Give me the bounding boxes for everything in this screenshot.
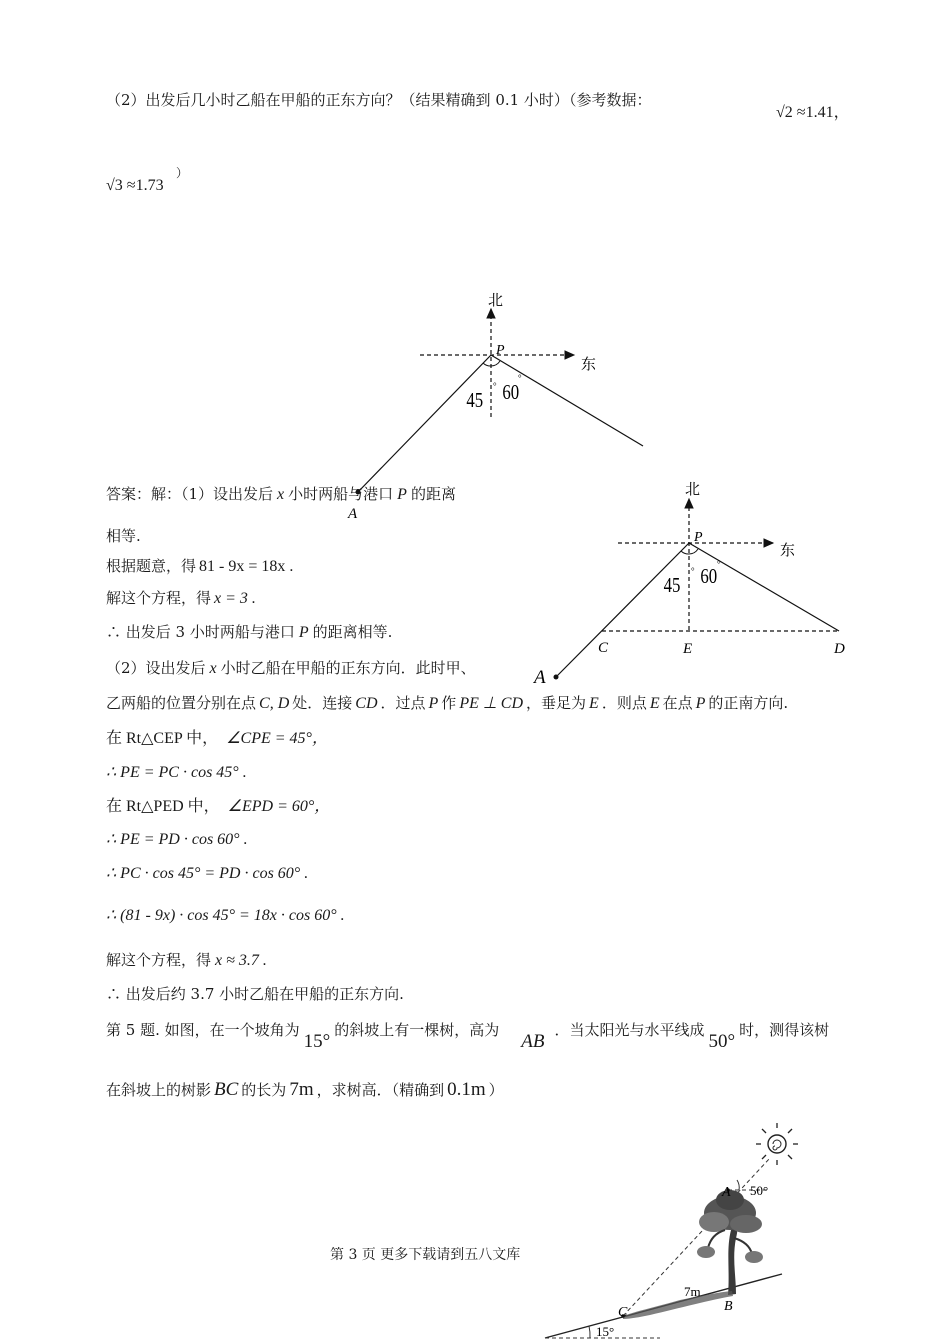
answer-line-3: 根据题意，得 81 - 9x = 18x . [106, 557, 294, 575]
label-north: 北 [488, 293, 504, 309]
answer-line-1: 答案：解：（1）设出发后 x 小时两船与港口 P 的距离 [106, 485, 456, 503]
page-footer: 第 3 页 更多下载请到五八文库 [330, 1247, 521, 1263]
point-a [554, 675, 559, 680]
label-e: E [683, 641, 693, 657]
label-a: A [722, 1185, 731, 1200]
label-length: 7m [684, 1284, 701, 1299]
label-east: 东 [581, 357, 597, 373]
angle-arc-45 [483, 363, 491, 366]
question-5-line-1: 第 5 题. 如图，在一个坡角为15°的斜坡上有一棵树，高为AB．当太阳光与水平线成50°时，测得该树 [106, 1021, 830, 1052]
line-pa [556, 543, 689, 677]
label-angle-45: 45 [663, 574, 681, 598]
label-north: 北 [685, 482, 701, 498]
label-c: C [598, 640, 609, 656]
question-5-line-2: 在斜坡上的树影 BC 的长为 7m ，求树高．（精确到 0.1m ） [106, 1079, 504, 1100]
tree-icon [697, 1190, 763, 1295]
label-c: C [618, 1305, 628, 1320]
sqrt2-reference: √2 ≈1.41， [776, 104, 850, 121]
label-b: B [724, 1299, 733, 1314]
answer-line-5: ∴ 出发后 3 小时两船与港口 P 的距离相等. [106, 623, 393, 641]
answer-line-4: 解这个方程，得 x = 3 . [106, 589, 256, 607]
deg-45: ° [691, 566, 695, 576]
answer-line-14: 解这个方程，得 x ≈ 3.7 . [106, 951, 267, 969]
label-angle-45: 45 [466, 389, 484, 413]
label-a: A [534, 667, 546, 685]
angle-arc-60 [689, 549, 698, 554]
label-east: 东 [780, 543, 796, 559]
answer-line-12: ∴ PC · cos 45° = PD · cos 60° . [106, 865, 309, 882]
label-a: A [348, 506, 358, 522]
label-d: D [834, 641, 845, 657]
label-angle-50: 50° [750, 1183, 769, 1198]
answer-line-8: 在 Rt△CEP 中， ∠CPE = 45°， [106, 730, 328, 747]
answer-line-13: ∴ (81 - 9x) · cos 45° = 18x · cos 60° . [106, 907, 345, 924]
figure-2-direction-diagram [530, 475, 860, 685]
deg-60: ° [518, 373, 522, 383]
label-angle-15: 15° [596, 1324, 615, 1339]
deg-45: ° [493, 381, 497, 391]
angle-arc-60 [491, 361, 500, 366]
deg-60: ° [717, 559, 721, 569]
answer-line-11: ∴ PE = PD · cos 60° . [106, 831, 248, 848]
tree-shadow [623, 1291, 733, 1319]
label-p: P [694, 530, 703, 545]
figure-3-tree-slope [530, 1120, 820, 1344]
answer-line-10: 在 Rt△PED 中， ∠EPD = 60°， [106, 798, 331, 815]
label-p: P [496, 343, 505, 358]
close-paren: ） [176, 166, 189, 180]
sun-icon [756, 1123, 798, 1165]
label-angle-60: 60 [700, 565, 718, 589]
answer-line-6: （2）设出发后 x 小时乙船在甲船的正东方向．此时甲、 [106, 659, 476, 677]
answer-line-9: ∴ PE = PC · cos 45° . [106, 764, 247, 781]
label-angle-60: 60 [502, 381, 520, 405]
angle-arc-45 [681, 551, 689, 554]
answer-line-2: 相等. [106, 527, 141, 545]
question-2-text: （2）出发后几小时乙船在甲船的正东方向？（结果精确到 0.1 小时）（参考数据： [106, 91, 652, 109]
answer-line-15: ∴ 出发后约 3.7 小时乙船在甲船的正东方向. [106, 985, 404, 1003]
line-pa [358, 355, 491, 492]
sqrt3-reference: √3 ≈1.73 [106, 177, 164, 194]
answer-line-7: 乙两船的位置分别在点 C, D 处．连接 CD ．过点 P 作 PE ⊥ CD ，垂足为 E ．则点 E 在点 P 的正南方向. [106, 694, 789, 712]
